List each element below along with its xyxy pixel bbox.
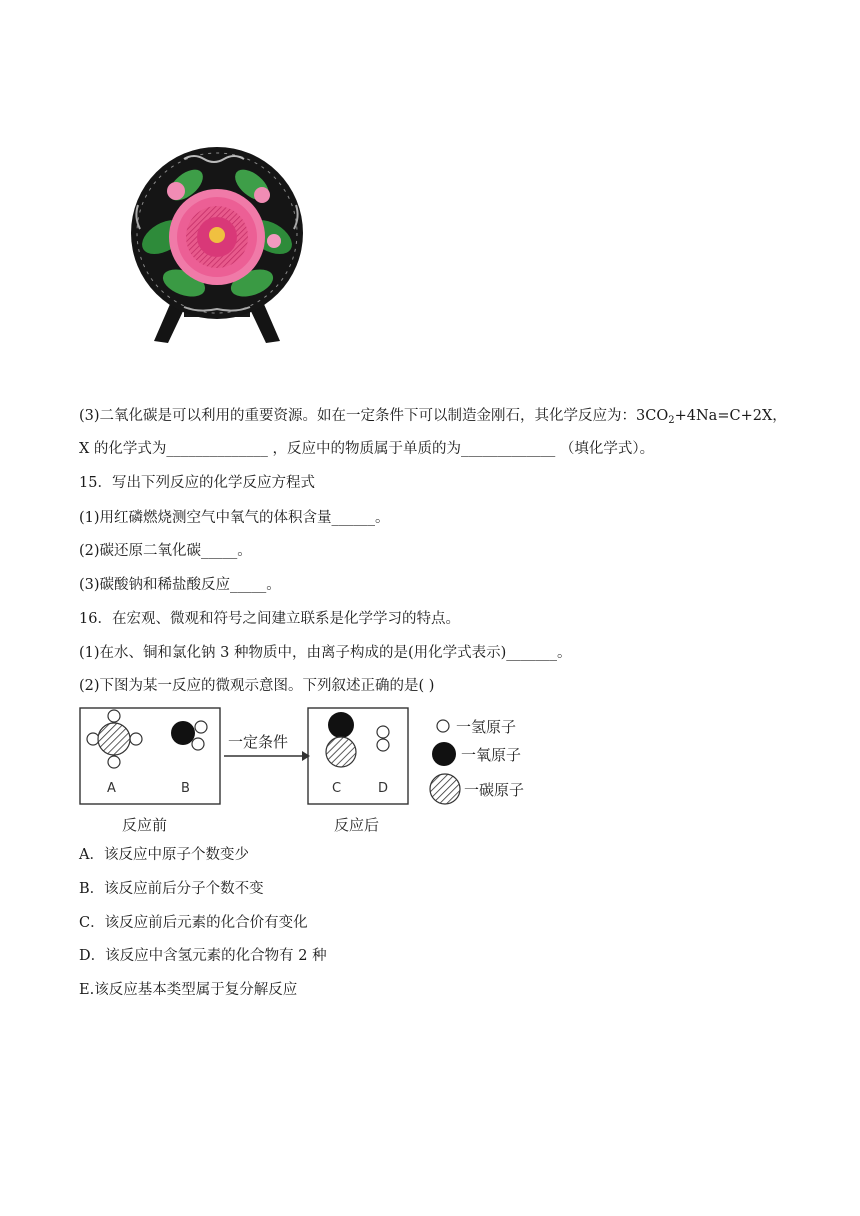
arrow-label: 一定条件: [228, 733, 289, 751]
q15-item-2: (2)碳还原二氧化碳_____。: [79, 543, 252, 559]
label-a: A: [107, 781, 116, 796]
option-c: C．该反应前后元素的化合价有变化: [79, 915, 308, 931]
option-e: E.该反应基本类型属于复分解反应: [79, 982, 298, 998]
legend-oxygen-symbol: [432, 742, 456, 766]
label-b: B: [181, 781, 190, 796]
q16-item-1: (1)在水、铜和氯化钠 3 种物质中，由离子构成的是(用化学式表示)_______。: [79, 645, 572, 661]
legend-hydrogen-label: 一氢原子: [456, 718, 517, 736]
legend-oxygen-label: 一氧原子: [461, 746, 522, 764]
caption-before: 反应前: [122, 816, 168, 834]
legend: [430, 718, 524, 804]
embroidered-plate-image: [124, 145, 310, 357]
label-c: C: [332, 781, 342, 796]
option-d: D．该反应中含氢元素的化合物有 2 种: [79, 948, 327, 964]
q16-title: 16．在宏观、微观和符号之间建立联系是化学学习的特点。: [79, 611, 460, 627]
q14-part3-line1: (3)二氧化碳是可以利用的重要资源。如在一定条件下可以制造金刚石，其化学反应为：$3CO_2+4Na=C+2X$，: [79, 408, 787, 426]
molecule-c: [326, 712, 356, 767]
q15-item-3: (3)碳酸钠和稀盐酸反应_____。: [79, 577, 281, 593]
arrow-head: [302, 751, 310, 761]
legend-hydrogen-symbol: [437, 720, 449, 732]
caption-after: 反应后: [334, 816, 380, 834]
molecule-b: [171, 721, 207, 750]
legend-carbon-label: 一碳原子: [464, 781, 525, 799]
q15-item-1: (1)用红磷燃烧测空气中氧气的体积含量______。: [79, 510, 390, 526]
reaction-micro-diagram: [76, 700, 546, 840]
legend-carbon-symbol: [430, 774, 460, 804]
option-a: A．该反应中原子个数变少: [79, 847, 249, 863]
after-box: [308, 708, 408, 804]
q16-item-2: (2)下图为某一反应的微观示意图。下列叙述正确的是( ): [79, 678, 435, 694]
molecule-d: [377, 726, 389, 751]
q14-part3-line2: X 的化学式为______________ ，反应中的物质属于单质的为_____________ （填化学式）。: [79, 441, 655, 457]
molecule-a: [87, 710, 142, 768]
option-b: B．该反应前后分子个数不变: [79, 881, 264, 897]
q15-title: 15．写出下列反应的化学反应方程式: [79, 475, 315, 491]
label-d: D: [378, 781, 389, 796]
